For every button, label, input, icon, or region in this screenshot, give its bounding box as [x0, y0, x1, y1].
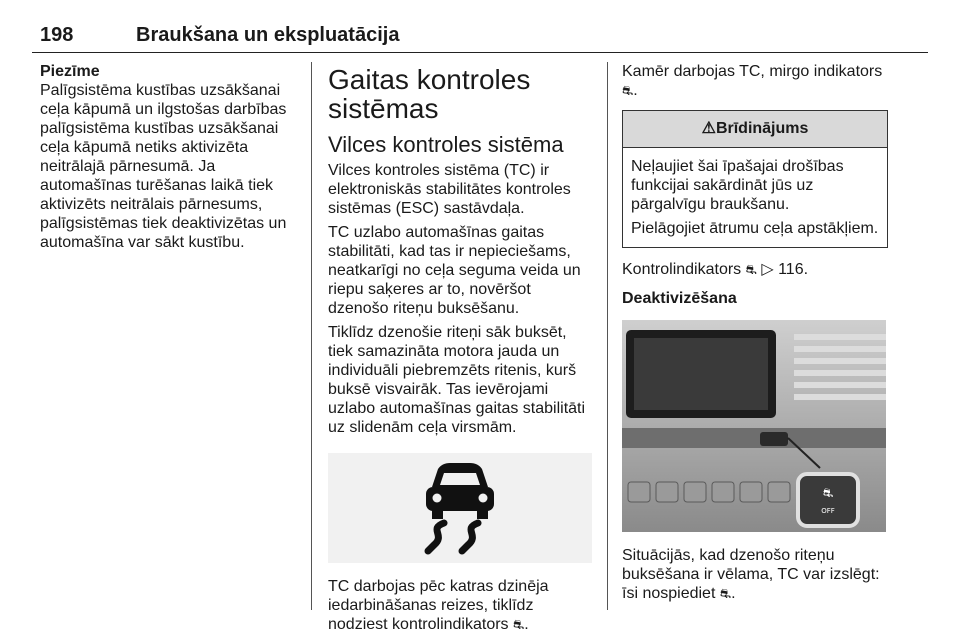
- warning-box: [622, 110, 888, 248]
- note-title: Piezīme: [40, 63, 100, 80]
- page-number: 198: [40, 24, 74, 46]
- paragraph-text: TC darbojas pēc katras dzinēja iedarbināšanas reizes, tiklīdz nodziest kontrolindikators: [328, 578, 549, 633]
- paragraph: TC uzlabo automašīnas gaitas stabilitāti, kad tas ir nepieciešams, neatkarīgi no ceļa seguma veida un riepu saķeres ar to, novēršot dzenošo riteņu buksēšanu.: [328, 224, 581, 317]
- warning-triangle-icon: ⚠: [701, 120, 716, 137]
- column-divider: [311, 62, 312, 610]
- warning-header: [623, 111, 887, 148]
- column-middle: [328, 62, 592, 639]
- column-divider: [607, 62, 608, 610]
- note-text: Palīgsistēma kustības uzsākšanai ceļa kāpumā un ilgstošas darbības palīgsistēma kustības uzsākšanai ceļa kāpumā netiks aktivizēta neitrālajā pārnesumā. Ja automašīnas turēšanas laikā tiek aktivizēts neitrālais pārnesums, palīgsistēmas tiek deaktivizētas un automašīna var sākt kustību.: [40, 82, 287, 251]
- paragraph-text: Kamēr darbojas TC, mirgo indikators: [622, 63, 883, 80]
- section-subtitle: Vilces kontroles sistēma: [328, 132, 564, 157]
- svg-text:⛐: ⛐: [822, 486, 834, 500]
- paragraph: Situācijās, kad dzenošo riteņu buksēšana ir vēlama, TC var izslēgt: īsi nospiediet ⛐.: [622, 547, 880, 602]
- tc-indicator-icon: ⛐: [513, 617, 525, 632]
- page-header: [32, 22, 928, 53]
- page-reference-number: 116.: [778, 261, 809, 278]
- traction-control-figure: [328, 453, 592, 563]
- paragraph: Tiklīdz dzenošie riteņi sāk buksēt, tiek samazināta motora jauda un individuāli piebremzēts ritenis, kurš buksē visvairāk. Tas ievērojami uzlabo automašīnas gaitas stabilitāti uz slidenām ceļa virsmām.: [328, 324, 586, 436]
- running-title: Braukšana un ekspluatācija: [136, 24, 400, 46]
- traction-control-car-icon: [420, 461, 500, 555]
- paragraph: TC darbojas pēc katras dzinēja iedarbināšanas reizes, tiklīdz nodziest kontrolindikators ⛐.: [328, 578, 549, 633]
- warning-text: Neļaujiet šai īpašajai drošības funkcijai sakārdināt jūs uz pārgalvīgu braukšanu.: [631, 158, 844, 213]
- warning-title: Brīdinājums: [715, 120, 809, 137]
- section-title: Gaitas kontroles sistēmas: [328, 64, 531, 124]
- page-reference-icon: ▷: [761, 261, 774, 278]
- paragraph-text: Situācijās, kad dzenošo riteņu buksēšana ir vēlama, TC var izslēgt: īsi nospiediet: [622, 547, 880, 602]
- paragraph: Vilces kontroles sistēma (TC) ir elektroniskās stabilitātes kontroles sistēmas (ESC) sastāvdaļa.: [328, 162, 571, 217]
- column-left: [40, 62, 296, 257]
- column-right: [622, 62, 888, 608]
- paragraph: Kamēr darbojas TC, mirgo indikators ⛐.: [622, 63, 883, 99]
- tc-indicator-icon: ⛐: [745, 262, 757, 277]
- warning-body: [623, 148, 887, 247]
- indicator-reference: [622, 260, 888, 279]
- indicator-reference-label: Kontrolindikators: [622, 261, 742, 278]
- dashboard-tc-off-button-photo: [622, 320, 886, 532]
- warning-text: Pielāgojiet ātrumu ceļa apstākļiem.: [631, 220, 879, 237]
- subheading: Deaktivizēšana: [622, 290, 737, 307]
- tc-indicator-icon: ⛐: [622, 83, 634, 98]
- tc-off-button-icon: ⛐: [719, 586, 732, 601]
- svg-text:OFF: OFF: [821, 507, 835, 515]
